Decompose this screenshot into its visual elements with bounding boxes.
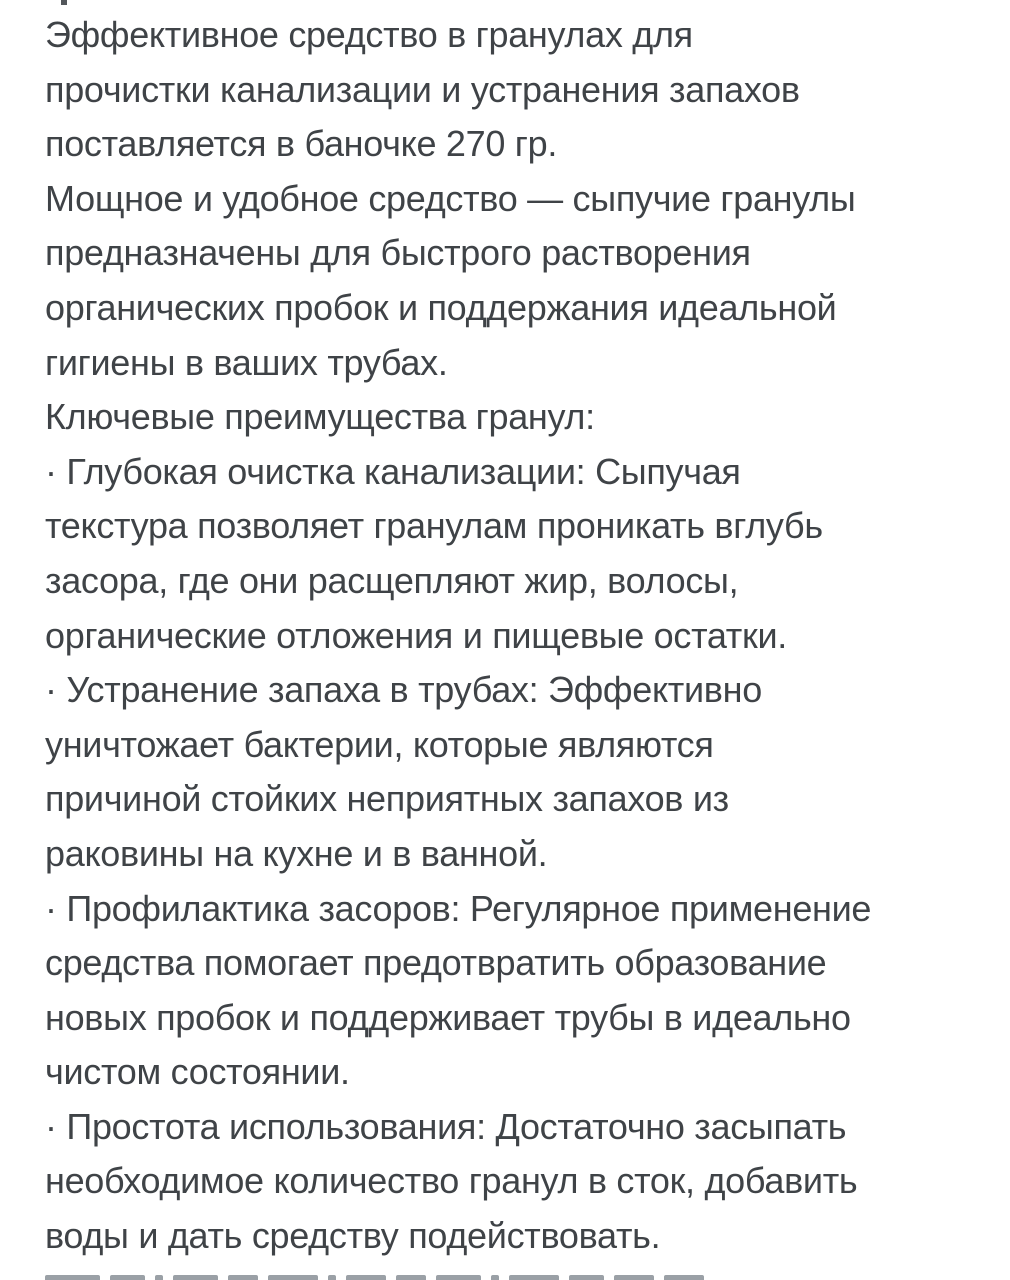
description-line: Ключевые преимущества гранул: [45,396,595,438]
description-line: необходимое количество гранул в сток, добавить [45,1160,858,1202]
description-line: засора, где они расщепляют жир, волосы, [45,559,739,601]
description-line: органических пробок и поддержания идеальной [45,286,837,328]
description-line: раковины на кухне и в ванной. [45,832,548,874]
cutoff-text-fragment-bottom [45,1275,704,1280]
description-line: новых пробок и поддерживает трубы в идеально [45,996,851,1038]
description-line: чистом состоянии. [45,1051,350,1093]
description-line: гигиены в ваших трубах. [45,341,448,383]
description-line: прочистки канализации и устранения запахов [45,68,800,110]
description-bullet-line: · Устранение запаха в трубах: Эффективно [45,669,762,711]
description-line: текстура позволяет гранулам проникать вглубь [45,505,823,547]
description-line: Мощное и удобное средство — сыпучие гранулы [45,177,856,219]
description-line: органические отложения и пищевые остатки. [45,614,787,656]
description-line: уничтожает бактерии, которые являются [45,723,714,765]
description-line: поставляется в баночке 270 гр. [45,123,558,165]
cutoff-text-fragment-top [61,0,67,5]
description-line: средства помогает предотвратить образование [45,942,827,984]
description-line: Эффективное средство в гранулах для [45,14,693,55]
description-bullet-line: · Простота использования: Достаточно засыпать [45,1105,847,1147]
description-bullet-line: · Профилактика засоров: Регулярное применение [45,887,872,929]
description-line: воды и дать средству подействовать. [45,1215,661,1257]
description-line: причиной стойких неприятных запахов из [45,778,729,820]
description-bullet-line: · Глубокая очистка канализации: Сыпучая [45,450,741,492]
product-description [45,8,1010,1264]
description-line: предназначены для быстрого растворения [45,232,751,274]
